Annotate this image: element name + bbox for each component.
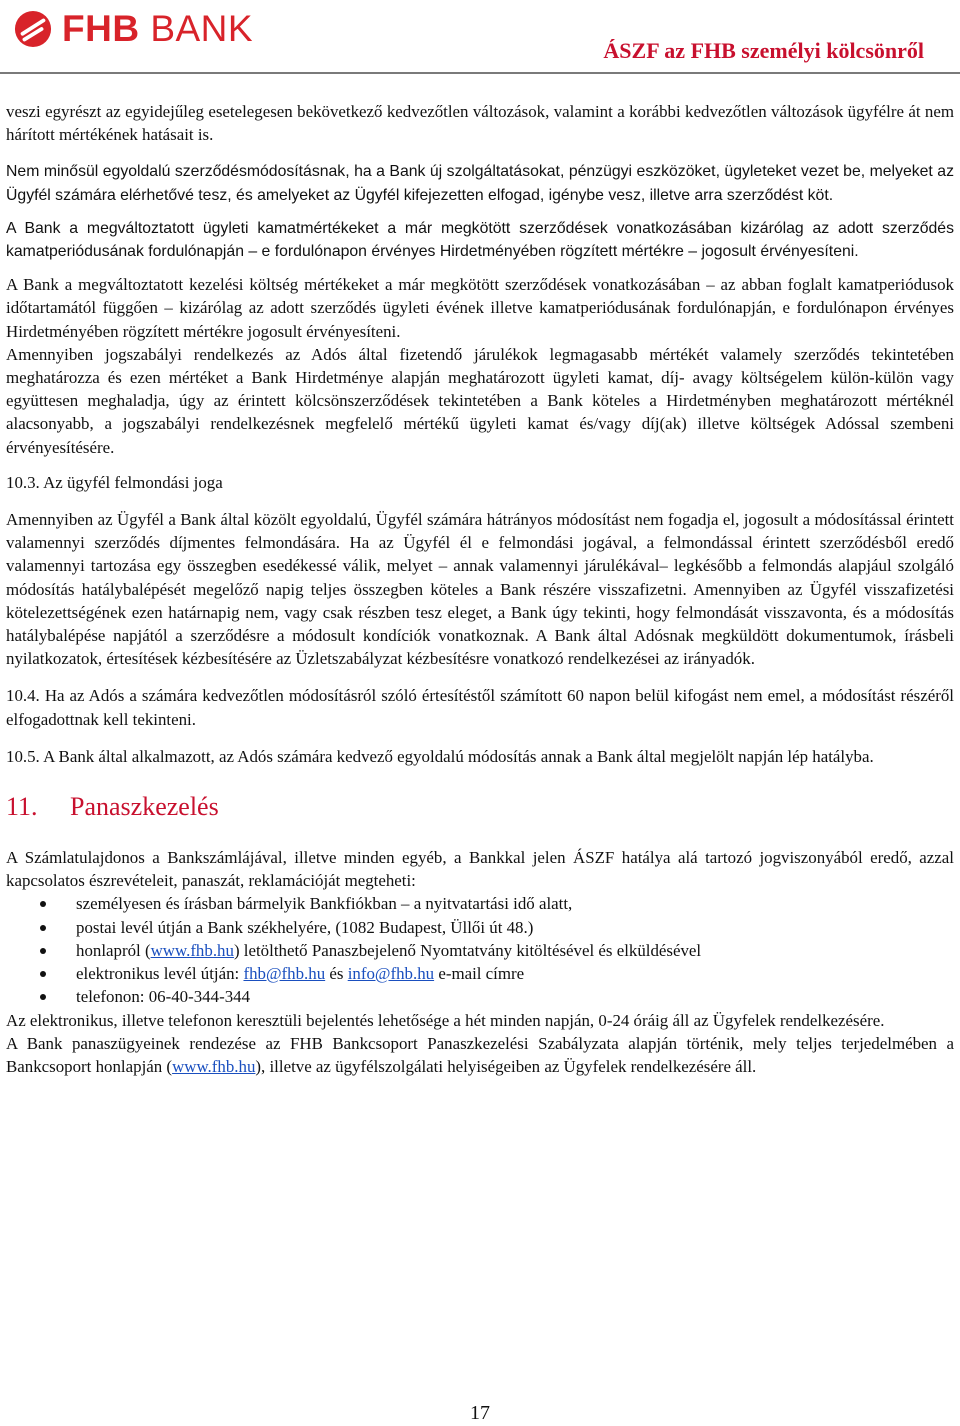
header-divider (0, 72, 960, 74)
email-info-link[interactable]: info@fhb.hu (347, 964, 435, 984)
paragraph-handling-fee: A Bank a megváltoztatott kezelési költség mértékeket a már megkötött szerződések vonatkozásában – az abban foglalt kamatperiódusok időtartamától függően – kizárólag az adott szerződés ügyleti évének illetve kamatperiódusának fordulónapján, e fordulónapon érvényes Hirdetményében rögzített mértékre jogosult érvényesíteni. (6, 275, 954, 341)
paragraph-not-unilateral: Nem minősül egyoldalú szerződésmódosításnak, ha a Bank új szolgáltatásokat, pénzügyi eszközöket, ügyleteket vezet be, melyeket az Ügyfél számára elérhetővé tesz, és amelyeket az Ügyfél kifejezetten elfogad, igénybe vesz, illetve arra szerződést köt. (6, 163, 954, 204)
email-fhb-link[interactable]: fhb@fhb.hu (243, 964, 326, 984)
list-item: személyesen és írásban bármelyik Bankfiókban – a nyitvatartási idő alatt, (6, 892, 954, 915)
paragraph-interest-rate: A Bank a megváltoztatott ügyleti kamatmértékeket a már megkötött szerződések vonatkozásában kizárólag az adott szerződés kamatperiódusának fordulónapján – e fordulónapon érvényes Hirdetményében rögzített mértékre – jogosult érvényesíteni. (6, 219, 954, 261)
section-11-intro: A Számlatulajdonos a Bankszámlájával, illetve minden egyéb, a Bankkal jelen ÁSZF hatálya alá tartozó jogviszonyából eredő, azzal kapcsolatos észrevételeit, panaszát, reklamációját megteheti: (6, 848, 954, 891)
list-item: telefonon: 06-40-344-344 (6, 985, 954, 1008)
section-10-3-body: Amennyiben az Ügyfél a Bank által közölt egyoldalú, Ügyfél számára hátrányos módosítást nem fogadja el, jogosult a módosítással érintett valamennyi szerződés díjmentes felmondására. Ha az Ügyfél él e felmondási jogával, a felmondással érintett szerződésből eredő valamennyi tartozása egy összegben esedékessé válik, melyet – annak valamennyi járulékával– legkésőbb a felmondás alapjául szolgáló módosítás hatálybalépését megelőző napig teljes összegben köteles a Bank részére visszafizetni. Amennyiben az Ügyfél visszafizetési kötelezettségének ezen határnapig nem, vagy csak részben tesz eleget, a Bank úgy tekinti, hogy felmondását visszavonta, és a módosítás hatálybalépése napjától a szerződésre a módosult kondíciók vonatkoznak. A Bank által Adósnak megküldött dokumentumok, írásbeli nyilatkozatok, értesítések kézbesítésére az Üzletszabályzat kézbesítésre vonatkozó rendelkezései az irányadók. (6, 510, 954, 669)
list-item: honlapról (www.fhb.hu) letölthető Panaszbejelenő Nyomtatvány kitöltésével és elküldésével (6, 939, 954, 962)
logo-wordmark: FHB BANK (62, 8, 254, 49)
fhb-logo-mark-icon (14, 10, 52, 48)
section-11-title: Panaszkezelés (70, 792, 219, 822)
section-10-4: 10.4. Ha az Adós a számára kedvezőtlen módosításról szóló értesítéstől számított 60 napon belül kifogást nem emel, a módosítást részéről elfogadottnak kell tekinteni. (6, 686, 954, 729)
paragraph-complaint-policy: A Bank panaszügyeinek rendezése az FHB Bankcsoport Panaszkezelési Szabályzata alapján történik, mely teljes terjedelmében a Bankcsoport honlapján (www.fhb.hu), illetve az ügyfélszolgálati helyiségeiben az Ügyfelek rendelkezésére áll. (6, 1033, 954, 1076)
section-10-3-heading: 10.3. Az ügyfél felmondási joga (6, 472, 223, 492)
fhb-website-link[interactable]: www.fhb.hu (150, 940, 234, 960)
fhb-bank-logo (14, 8, 253, 50)
document-body (6, 100, 954, 1078)
section-11-number: 11. (6, 792, 38, 822)
complaint-channels-list (6, 892, 954, 1008)
section-11-heading (6, 792, 954, 822)
fhb-website-link[interactable]: www.fhb.hu (172, 1056, 256, 1076)
paragraph-continuation: veszi egyrészt az egyidejűleg esetelegesen bekövetkező kedvezőtlen változások, valamint a korábbi kedvezőtlen változások ügyfélre át nem hárított mértékének hatásait is. (6, 102, 954, 145)
paragraph-electronic-availability: Az elektronikus, illetve telefonon keresztüli bejelentés lehetősége a hét minden napján, 0-24 óráig áll az Ügyfelek rendelkezésére. (6, 1010, 885, 1030)
page-header (0, 0, 960, 75)
document-title: ÁSZF az FHB személyi kölcsönről (603, 38, 924, 63)
page-number: 17 (470, 1402, 490, 1424)
paragraph-legal-limit: Amennyiben jogszabályi rendelkezés az Adós által fizetendő járulékok legmagasabb mértékét valamely szerződés tekintetében meghatározza és ezen mértéket a Bank Hirdetménye alapján meghatározott ügyleti kamat, díj- avagy költségelem külön-külön vagy együttesen meghaladja, úgy az érintett kölcsönszerződések tekintetében a Bank köteles a Hirdetményben meghatározott mértéknél alacsonyabb, a jogszabályi rendelkezésnek megfelelő mértékű ügyleti kamat és/vagy díj(ak) illetve költségek Adóssal szembeni érvényesítésére. (6, 344, 954, 457)
list-item: elektronikus levél útján: fhb@fhb.hu és info@fhb.hu e-mail címre (6, 962, 954, 985)
list-item: postai levél útján a Bank székhelyére, (1082 Budapest, Üllői út 48.) (6, 916, 954, 939)
section-10-5: 10.5. A Bank által alkalmazott, az Adós számára kedvező egyoldalú módosítás annak a Bank által megjelölt napján lép hatályba. (6, 746, 874, 766)
